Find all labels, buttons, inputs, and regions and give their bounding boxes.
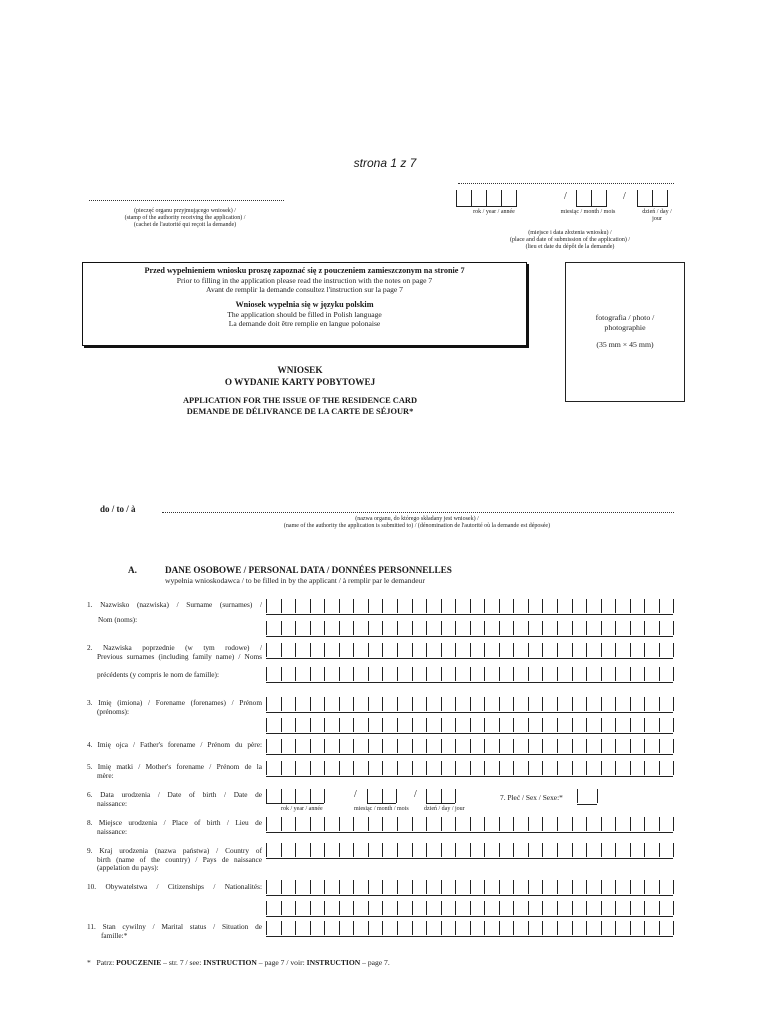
instruction-box [82,262,527,346]
previous-surnames-boxes-2[interactable] [266,667,673,683]
sex-box[interactable] [577,789,597,805]
stamp-line [89,200,284,201]
section-title: DANE OSOBOWE / PERSONAL DATA / DONNÉES PERSONNELLES [165,565,452,575]
field-label-forenames: 3. Imię (imiona) / Forename (forenames) / Prénom (prénoms): [87,698,262,716]
birth-place-boxes[interactable] [266,817,673,833]
field-label-marital-status: 11. Stan cywilny / Marital status / Situation de famille:* [87,922,262,940]
birth-date-boxes[interactable] [266,789,466,804]
citizenship-boxes-1[interactable] [266,880,673,896]
father-forename-boxes[interactable] [266,739,673,755]
instruction-line-pl: Przed wypełnieniem wniosku proszę zapoznać się z pouczeniem zamieszczonym na stronie 7 [144,266,465,275]
footnote: * Patrz: POUCZENIE – str. 7 / see: INSTRUCTION – page 7 / voir: INSTRUCTION – page 7. [87,958,390,967]
photo-box: fotografia / photo / photographie (35 mm × 45 mm) [565,262,685,402]
language-line-en: The application should be filled in Polish language [227,310,382,319]
place-date-line[interactable] [458,183,674,184]
stamp-label: (pieczęć organu przyjmującego wniosek) / (stamp of the authority receiving the application) / (cachet de l'autorité qui reçoit la demande) [124,208,246,228]
field-label-previous-surnames: 2. Nazwiska poprzednie (w tym rodowe) / Previous surnames (including family name) / Noms [87,643,262,661]
field-label-birth-place: 8. Miejsce urodzenia / Place of birth / Lieu de naissance: [87,818,262,836]
field-label-surname: 1. Nazwisko (nazwiska) / Surname (surnames) / [87,600,262,609]
field-label-father: 4. Imię ojca / Father's forename / Prénom du père: [87,740,262,749]
date-slash: / [414,789,417,800]
date-day-label: dzień / day / jour [642,209,672,222]
field-label-sex: 7. Płeć / Sex / Sexe:* [500,793,563,802]
section-subtitle: wypełnia wnioskodawca / to be filled in by the applicant / à remplir par le demandeur [165,576,426,585]
addressee-label: do / to / à [100,504,136,514]
instruction-line-fr: Avant de remplir la demande consultez l'instruction sur la page 7 [206,285,403,294]
submission-date-boxes[interactable]: / / [456,190,688,207]
field-label-mother: 5. Imię matki / Mother's forename / Prénom de la mère: [87,762,262,780]
instruction-line-en: Prior to filling in the application please read the instruction with the notes on page 7 [176,276,433,285]
section-letter: A. [128,565,137,575]
language-line-pl: Wniosek wypełnia się w języku polskim [235,300,374,309]
surname-boxes-1[interactable] [266,599,673,615]
place-date-label: (miejsce i data złożenia wniosku) / (place and date of submission of the application) / (lieu et date du dépôt de la demande) [510,230,630,250]
addressee-note: (nazwa organu, do którego składany jest wniosek) / (name of the authority the application is submitted to) / (dénomination de l'autorité où la demande est déposée) [283,516,551,529]
page-number: strona 1 z 7 [353,156,417,170]
forenames-boxes-1[interactable] [266,697,673,713]
forenames-boxes-2[interactable] [266,718,673,734]
date-slash: / [354,789,357,800]
addressee-line[interactable] [162,512,674,513]
field-label-citizenships: 10. Obywatelstwa / Citizenships / Nationalités: [87,882,262,891]
form-title: WNIOSEK O WYDANIE KARTY POBYTOWEJ APPLICATION FOR THE ISSUE OF THE RESIDENCE CARD DEMANDE DE DÉLIVRANCE DE LA CARTE DE SÉJOUR* [183,365,417,416]
birth-country-boxes[interactable] [266,843,673,859]
birth-year-label: rok / year / année [281,806,323,812]
field-label-birth-country: 9. Kraj urodzenia (nazwa państwa) / Country of birth (name of the country) / Pays de naissance (appelation du pays): [87,846,262,873]
marital-status-boxes[interactable] [266,921,673,937]
citizenship-boxes-2[interactable] [266,901,673,917]
field-label-birth-date: 6. Data urodzenia / Date of birth / Date de naissance: [87,790,262,808]
mother-forename-boxes[interactable] [266,761,673,777]
previous-surnames-boxes-1[interactable] [266,643,673,659]
surname-boxes-2[interactable] [266,621,673,637]
date-month-label: miesiąc / month / mois [560,209,616,215]
date-year-label: rok / year / année [473,209,515,215]
language-line-fr: La demande doit être remplie en langue polonaise [228,319,381,328]
birth-day-label: dzień / day / jour [424,806,465,812]
birth-month-label: miesiąc / month / mois [354,806,409,812]
